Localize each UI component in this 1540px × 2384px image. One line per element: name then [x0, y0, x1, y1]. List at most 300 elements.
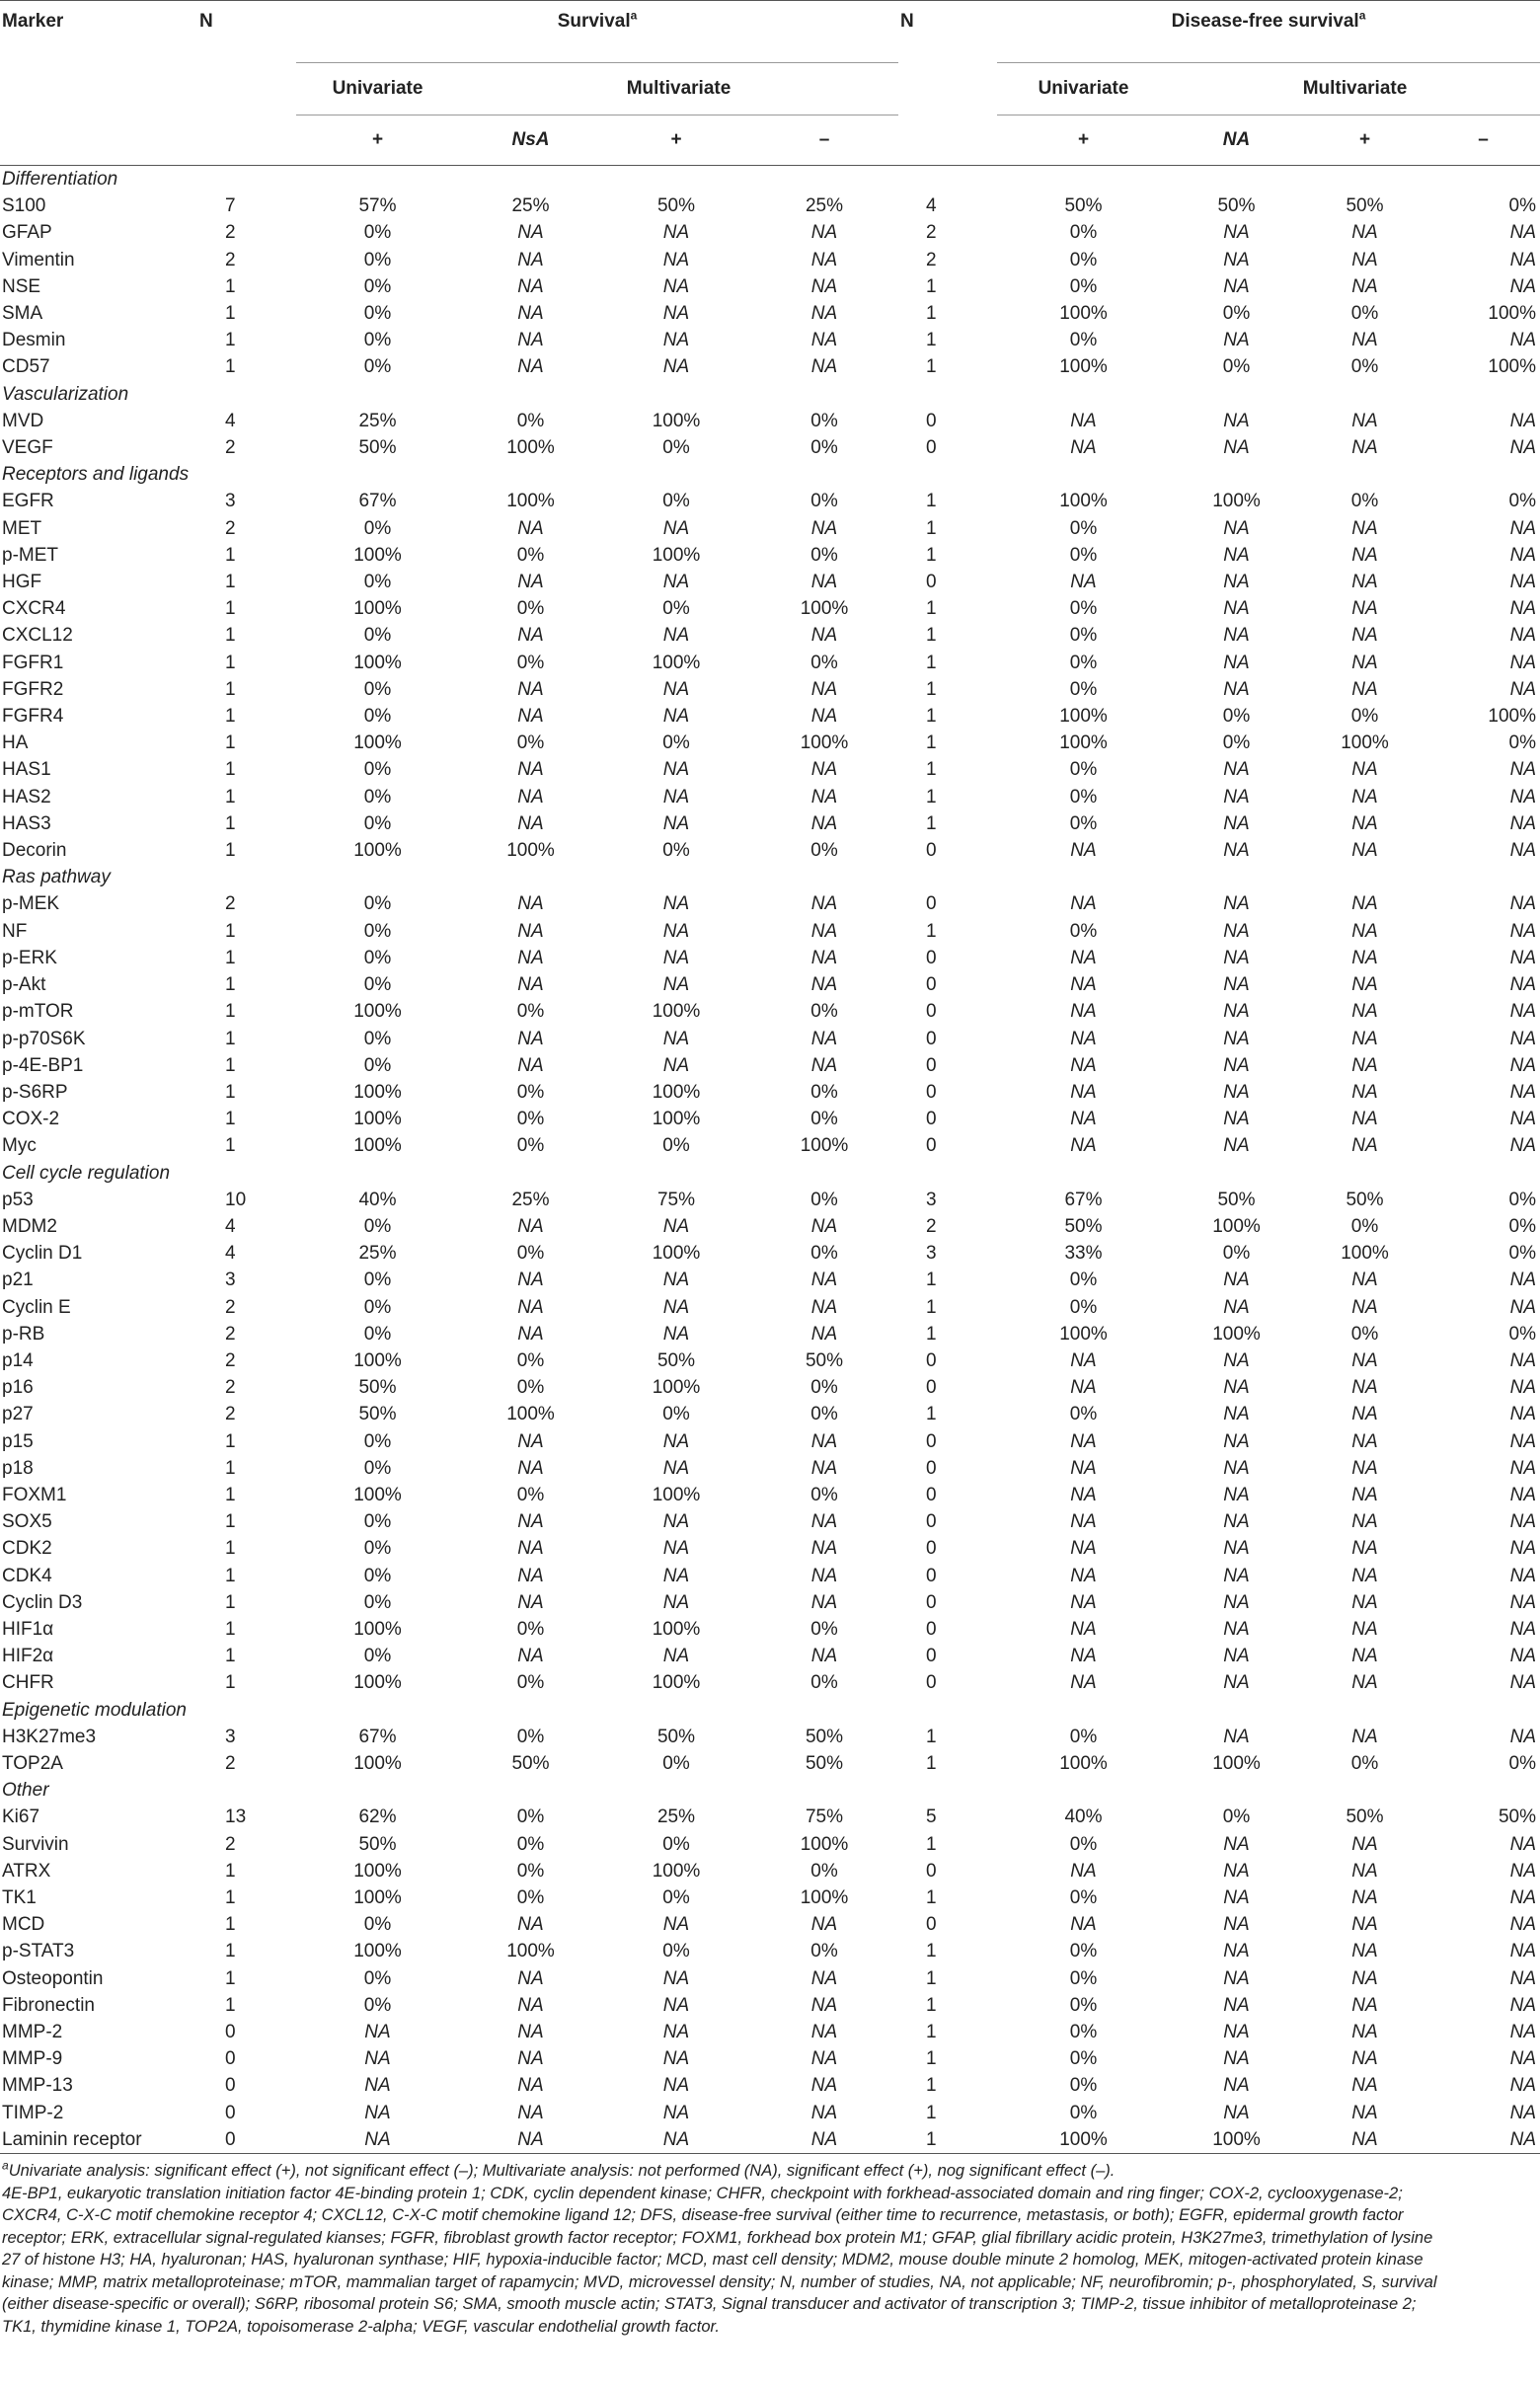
- marker-cell: p-ERK: [2, 947, 57, 968]
- value-cell: NA: [1070, 1511, 1097, 1533]
- value-cell: 0%: [516, 1243, 545, 1265]
- value-cell: NA: [1351, 1887, 1378, 1908]
- n-cell: 1: [225, 1028, 236, 1049]
- n-cell: 5: [926, 1807, 937, 1828]
- value-cell: NA: [1070, 1860, 1097, 1882]
- n-cell: 2: [225, 437, 236, 459]
- n-cell: 1: [225, 1565, 236, 1586]
- value-cell: NA: [1509, 410, 1536, 431]
- n-cell: 1: [225, 1914, 236, 1936]
- section-label: Epigenetic modulation: [2, 1699, 187, 1721]
- n-cell: 3: [926, 1189, 937, 1210]
- value-cell: NA: [517, 1269, 544, 1291]
- value-cell: NA: [1509, 222, 1536, 244]
- value-cell: NA: [1223, 786, 1250, 807]
- n-cell: 3: [225, 1726, 236, 1747]
- value-cell: 0%: [1069, 920, 1098, 942]
- n-cell: 1: [225, 275, 236, 297]
- value-cell: NA: [1351, 920, 1378, 942]
- table-row: [0, 1294, 1540, 1321]
- value-cell: NA: [1070, 1457, 1097, 1479]
- value-cell: NA: [1351, 1511, 1378, 1533]
- marker-cell: Vimentin: [2, 249, 75, 270]
- marker-cell: MMP-13: [2, 2075, 73, 2097]
- marker-cell: Fibronectin: [2, 1994, 95, 2016]
- value-cell: 25%: [358, 1243, 397, 1265]
- value-cell: 100%: [1212, 1323, 1261, 1345]
- table-row: [0, 1374, 1540, 1401]
- sub-na: NA: [1222, 129, 1251, 150]
- marker-cell: MMP-9: [2, 2048, 63, 2070]
- value-cell: 57%: [358, 195, 397, 217]
- value-cell: 100%: [353, 1484, 402, 1505]
- n-cell: 0: [926, 1538, 937, 1560]
- value-cell: 0%: [1069, 1269, 1098, 1291]
- value-cell: NA: [1351, 1591, 1378, 1613]
- value-cell: NA: [1223, 840, 1250, 862]
- value-cell: NA: [517, 974, 544, 996]
- value-cell: 50%: [805, 1752, 844, 1774]
- value-cell: 0%: [516, 1349, 545, 1371]
- n-cell: 0: [926, 1484, 937, 1505]
- value-cell: 100%: [1059, 2128, 1108, 2150]
- value-cell: 0%: [1069, 330, 1098, 351]
- table-row: [0, 219, 1540, 246]
- value-cell: 0%: [516, 1860, 545, 1882]
- value-cell: 0%: [363, 812, 392, 834]
- value-cell: NA: [1070, 437, 1097, 459]
- value-cell: 50%: [1064, 1215, 1103, 1237]
- value-cell: 0%: [810, 1001, 838, 1023]
- value-cell: 25%: [511, 195, 550, 217]
- table-row: [0, 2100, 1540, 2126]
- table-row: [0, 1106, 1540, 1132]
- value-cell: NA: [810, 1457, 838, 1479]
- n-cell: 1: [926, 1967, 937, 1989]
- value-cell: 100%: [353, 598, 402, 620]
- value-cell: NA: [364, 2102, 391, 2123]
- value-cell: 0%: [1350, 303, 1379, 325]
- value-cell: NA: [517, 759, 544, 781]
- value-cell: NA: [1509, 330, 1536, 351]
- n-cell: 2: [225, 893, 236, 915]
- value-cell: 0%: [1069, 222, 1098, 244]
- table-row: [0, 1535, 1540, 1562]
- value-cell: NA: [1351, 222, 1378, 244]
- value-cell: NA: [662, 249, 690, 270]
- footnote-text-1: Univariate analysis: significant effect (+), not significant effect (–); Multivariate analysis: not performed (NA), significant effect (+), nog significant effect (–).: [8, 2162, 1116, 2181]
- table-row: [0, 1213, 1540, 1240]
- value-cell: 0%: [1069, 1833, 1098, 1855]
- value-cell: NA: [517, 2048, 544, 2070]
- value-cell: NA: [1223, 1538, 1250, 1560]
- value-cell: 0%: [516, 1618, 545, 1640]
- value-cell: NA: [1223, 1001, 1250, 1023]
- value-cell: NA: [1070, 1028, 1097, 1049]
- value-cell: 50%: [805, 1349, 844, 1371]
- n-cell: 3: [225, 1269, 236, 1291]
- value-cell: NA: [1351, 330, 1378, 351]
- section-label: Differentiation: [2, 169, 118, 190]
- value-cell: NA: [1351, 437, 1378, 459]
- section-row: [0, 1777, 1540, 1804]
- marker-cell: CD57: [2, 356, 50, 378]
- value-cell: 0%: [516, 1484, 545, 1505]
- value-cell: 0%: [1508, 732, 1536, 754]
- marker-cell: CXCL12: [2, 625, 73, 647]
- n-cell: 0: [926, 1860, 937, 1882]
- value-cell: NA: [810, 1215, 838, 1237]
- n-cell: 1: [926, 652, 937, 673]
- value-cell: 0%: [1069, 2102, 1098, 2123]
- marker-cell: Desmin: [2, 330, 66, 351]
- n-cell: 0: [225, 2102, 236, 2123]
- value-cell: 0%: [363, 1565, 392, 1586]
- value-cell: NA: [517, 356, 544, 378]
- n-cell: 1: [225, 598, 236, 620]
- value-cell: 100%: [1488, 303, 1536, 325]
- value-cell: NA: [810, 1430, 838, 1452]
- value-cell: 0%: [363, 759, 392, 781]
- n-cell: 1: [225, 356, 236, 378]
- marker-cell: ATRX: [2, 1860, 51, 1882]
- value-cell: 0%: [1350, 1323, 1379, 1345]
- value-cell: 100%: [353, 1672, 402, 1694]
- value-cell: NA: [662, 812, 690, 834]
- value-cell: 0%: [363, 356, 392, 378]
- value-cell: NA: [810, 759, 838, 781]
- value-cell: NA: [810, 1967, 838, 1989]
- n-cell: 1: [225, 1430, 236, 1452]
- value-cell: NA: [1351, 1109, 1378, 1130]
- value-cell: 0%: [363, 678, 392, 700]
- value-cell: 0%: [363, 1457, 392, 1479]
- value-cell: 0%: [363, 517, 392, 539]
- value-cell: NA: [517, 706, 544, 728]
- value-cell: 40%: [1064, 1807, 1103, 1828]
- marker-cell: p27: [2, 1404, 34, 1425]
- marker-cell: FGFR2: [2, 678, 64, 700]
- value-cell: 0%: [1222, 732, 1251, 754]
- value-cell: 0%: [1069, 625, 1098, 647]
- value-cell: NA: [1223, 1296, 1250, 1318]
- marker-cell: Ki67: [2, 1807, 40, 1828]
- value-cell: 0%: [1069, 2048, 1098, 2070]
- value-cell: NA: [1351, 1565, 1378, 1586]
- value-cell: NA: [517, 1565, 544, 1586]
- value-cell: 0%: [1069, 1296, 1098, 1318]
- n-cell: 2: [926, 249, 937, 270]
- value-cell: NA: [517, 1591, 544, 1613]
- value-cell: 0%: [1069, 1941, 1098, 1962]
- value-cell: NA: [810, 1054, 838, 1076]
- n-cell: 1: [225, 786, 236, 807]
- value-cell: NA: [810, 1296, 838, 1318]
- value-cell: NA: [1509, 1349, 1536, 1371]
- n-cell: 0: [926, 1054, 937, 1076]
- marker-cell: VEGF: [2, 437, 53, 459]
- value-cell: NA: [517, 1323, 544, 1345]
- table-row: [0, 998, 1540, 1025]
- value-cell: NA: [1509, 1538, 1536, 1560]
- value-cell: 100%: [353, 1618, 402, 1640]
- value-cell: NA: [1223, 1081, 1250, 1103]
- value-cell: 0%: [363, 330, 392, 351]
- marker-cell: Myc: [2, 1135, 37, 1157]
- value-cell: NA: [517, 1215, 544, 1237]
- value-cell: 0%: [363, 1323, 392, 1345]
- table-row: [0, 1240, 1540, 1267]
- n-cell: 1: [225, 732, 236, 754]
- value-cell: NA: [1351, 1349, 1378, 1371]
- value-cell: NA: [1509, 1887, 1536, 1908]
- value-cell: 0%: [363, 572, 392, 593]
- table-row: [0, 408, 1540, 434]
- marker-cell: p-MET: [2, 544, 58, 566]
- value-cell: NA: [1223, 1860, 1250, 1882]
- marker-cell: p-p70S6K: [2, 1028, 86, 1049]
- marker-cell: CDK4: [2, 1565, 52, 1586]
- table-row: [0, 1669, 1540, 1696]
- value-cell: NA: [1351, 2075, 1378, 2097]
- value-cell: 0%: [363, 1430, 392, 1452]
- value-cell: 0%: [363, 222, 392, 244]
- value-cell: NA: [1351, 625, 1378, 647]
- value-cell: NA: [1351, 1054, 1378, 1076]
- section-label: Receptors and ligands: [2, 464, 190, 486]
- value-cell: 0%: [810, 1404, 838, 1425]
- n-cell: 2: [225, 249, 236, 270]
- value-cell: NA: [1223, 812, 1250, 834]
- value-cell: NA: [1070, 1135, 1097, 1157]
- n-cell: 0: [926, 1028, 937, 1049]
- value-cell: NA: [1509, 1430, 1536, 1452]
- marker-cell: CXCR4: [2, 598, 66, 620]
- value-cell: NA: [1351, 840, 1378, 862]
- value-cell: NA: [1509, 1591, 1536, 1613]
- value-cell: 0%: [363, 947, 392, 968]
- value-cell: NA: [1351, 598, 1378, 620]
- value-cell: NA: [1223, 759, 1250, 781]
- value-cell: NA: [1509, 2075, 1536, 2097]
- table-row: [0, 300, 1540, 327]
- value-cell: 0%: [1222, 1243, 1251, 1265]
- value-cell: 0%: [810, 1860, 838, 1882]
- value-cell: 100%: [353, 1109, 402, 1130]
- value-cell: 100%: [506, 491, 555, 512]
- n-cell: 3: [926, 1243, 937, 1265]
- value-cell: NA: [1070, 1484, 1097, 1505]
- value-cell: 100%: [353, 1135, 402, 1157]
- value-cell: 0%: [662, 1135, 690, 1157]
- header-survival-sup: a: [630, 8, 638, 23]
- n-cell: 0: [926, 947, 937, 968]
- value-cell: 0%: [1069, 517, 1098, 539]
- value-cell: NA: [1351, 1941, 1378, 1962]
- n-cell: 2: [225, 1833, 236, 1855]
- value-cell: NA: [1509, 1135, 1536, 1157]
- marker-cell: p-STAT3: [2, 1941, 75, 1962]
- marker-cell: Laminin receptor: [2, 2128, 142, 2150]
- value-cell: NA: [1070, 410, 1097, 431]
- n-cell: 1: [926, 1941, 937, 1962]
- value-cell: 0%: [1069, 1994, 1098, 2016]
- n-cell: 10: [225, 1189, 247, 1210]
- value-cell: NA: [1223, 1672, 1250, 1694]
- value-cell: 0%: [516, 732, 545, 754]
- n-cell: 1: [926, 1833, 937, 1855]
- value-cell: 0%: [1069, 249, 1098, 270]
- section-label: Other: [2, 1780, 49, 1802]
- value-cell: NA: [1509, 920, 1536, 942]
- marker-cell: COX-2: [2, 1109, 60, 1130]
- value-cell: NA: [662, 920, 690, 942]
- section-row: [0, 864, 1540, 890]
- n-cell: 0: [926, 410, 937, 431]
- value-cell: NA: [1509, 2102, 1536, 2123]
- value-cell: NA: [1509, 1646, 1536, 1667]
- n-cell: 1: [225, 920, 236, 942]
- value-cell: NA: [810, 920, 838, 942]
- marker-cell: Osteopontin: [2, 1967, 104, 1989]
- value-cell: NA: [1351, 517, 1378, 539]
- section-row: [0, 461, 1540, 488]
- value-cell: NA: [1070, 947, 1097, 968]
- table-row: [0, 353, 1540, 380]
- n-cell: 1: [926, 598, 937, 620]
- value-cell: NA: [810, 1646, 838, 1667]
- value-cell: 0%: [1508, 1189, 1536, 1210]
- value-cell: 0%: [810, 410, 838, 431]
- n-cell: 0: [926, 1565, 937, 1586]
- value-cell: NA: [1070, 1001, 1097, 1023]
- value-cell: NA: [810, 1994, 838, 2016]
- table-header: [0, 1, 1540, 166]
- value-cell: NA: [1509, 1672, 1536, 1694]
- n-cell: 1: [225, 1538, 236, 1560]
- table-row: [0, 1831, 1540, 1858]
- value-cell: NA: [810, 786, 838, 807]
- value-cell: NA: [662, 1028, 690, 1049]
- value-cell: NA: [1070, 1591, 1097, 1613]
- value-cell: NA: [1223, 678, 1250, 700]
- value-cell: 100%: [652, 1001, 701, 1023]
- n-cell: 2: [225, 1323, 236, 1345]
- value-cell: NA: [1509, 947, 1536, 968]
- value-cell: NA: [1223, 1591, 1250, 1613]
- section-row: [0, 1697, 1540, 1724]
- value-cell: NA: [810, 356, 838, 378]
- n-cell: 2: [926, 1215, 937, 1237]
- n-cell: 4: [225, 1215, 236, 1237]
- n-cell: 1: [926, 491, 937, 512]
- value-cell: NA: [1223, 2048, 1250, 2070]
- n-cell: 1: [926, 678, 937, 700]
- n-cell: 13: [225, 1807, 247, 1828]
- value-cell: 0%: [1350, 491, 1379, 512]
- value-cell: NA: [1070, 893, 1097, 915]
- value-cell: 25%: [805, 195, 844, 217]
- n-cell: 0: [926, 1591, 937, 1613]
- n-cell: 1: [225, 1967, 236, 1989]
- value-cell: NA: [1223, 1457, 1250, 1479]
- value-cell: NA: [662, 1646, 690, 1667]
- value-cell: 0%: [363, 1967, 392, 1989]
- n-cell: 4: [225, 410, 236, 431]
- value-cell: NA: [1223, 1109, 1250, 1130]
- marker-cell: FGFR1: [2, 652, 64, 673]
- table-row: [0, 247, 1540, 273]
- value-cell: NA: [1351, 544, 1378, 566]
- value-cell: NA: [1509, 1833, 1536, 1855]
- value-cell: NA: [1070, 1618, 1097, 1640]
- value-cell: 0%: [516, 1377, 545, 1399]
- value-cell: 0%: [516, 1807, 545, 1828]
- n-cell: 1: [926, 920, 937, 942]
- n-cell: 1: [225, 1109, 236, 1130]
- table-row: [0, 730, 1540, 756]
- value-cell: NA: [1223, 652, 1250, 673]
- value-cell: NA: [1509, 2048, 1536, 2070]
- section-label: Cell cycle regulation: [2, 1162, 171, 1184]
- header-dfs-label: Disease-free survival: [1171, 11, 1359, 32]
- table-row: [0, 703, 1540, 730]
- value-cell: NA: [517, 1296, 544, 1318]
- value-cell: NA: [1351, 1081, 1378, 1103]
- value-cell: NA: [1223, 1028, 1250, 1049]
- value-cell: 100%: [652, 1860, 701, 1882]
- table-row: [0, 1965, 1540, 1992]
- footnote-line-1: [2, 2160, 1437, 2183]
- value-cell: NA: [662, 706, 690, 728]
- table-row: [0, 1347, 1540, 1374]
- marker-cell: HA: [2, 732, 29, 754]
- value-cell: NA: [662, 2102, 690, 2123]
- value-cell: 50%: [1217, 1189, 1256, 1210]
- n-cell: 1: [926, 356, 937, 378]
- table-row: [0, 1938, 1540, 1964]
- value-cell: NA: [1070, 1646, 1097, 1667]
- table-row: [0, 1589, 1540, 1616]
- value-cell: NA: [1223, 1994, 1250, 2016]
- value-cell: 0%: [1350, 356, 1379, 378]
- value-cell: 50%: [358, 1377, 397, 1399]
- value-cell: NA: [1509, 1377, 1536, 1399]
- value-cell: NA: [1509, 1860, 1536, 1882]
- header-survival: [296, 1, 898, 63]
- value-cell: NA: [810, 947, 838, 968]
- value-cell: NA: [1509, 1484, 1536, 1505]
- value-cell: 0%: [810, 1941, 838, 1962]
- n-cell: 1: [225, 1081, 236, 1103]
- value-cell: NA: [364, 2048, 391, 2070]
- value-cell: 0%: [1350, 706, 1379, 728]
- marker-cell: Survivin: [2, 1833, 69, 1855]
- value-cell: NA: [1351, 572, 1378, 593]
- n-cell: 1: [225, 1484, 236, 1505]
- header-n-dfs: N: [900, 11, 914, 32]
- value-cell: NA: [1223, 1646, 1250, 1667]
- n-cell: 1: [926, 330, 937, 351]
- value-cell: NA: [1509, 2022, 1536, 2043]
- marker-cell: HAS1: [2, 759, 51, 781]
- n-cell: 1: [225, 840, 236, 862]
- marker-cell: p15: [2, 1430, 34, 1452]
- value-cell: 0%: [363, 706, 392, 728]
- value-cell: 100%: [652, 1081, 701, 1103]
- value-cell: 50%: [656, 1726, 696, 1747]
- value-cell: NA: [810, 2048, 838, 2070]
